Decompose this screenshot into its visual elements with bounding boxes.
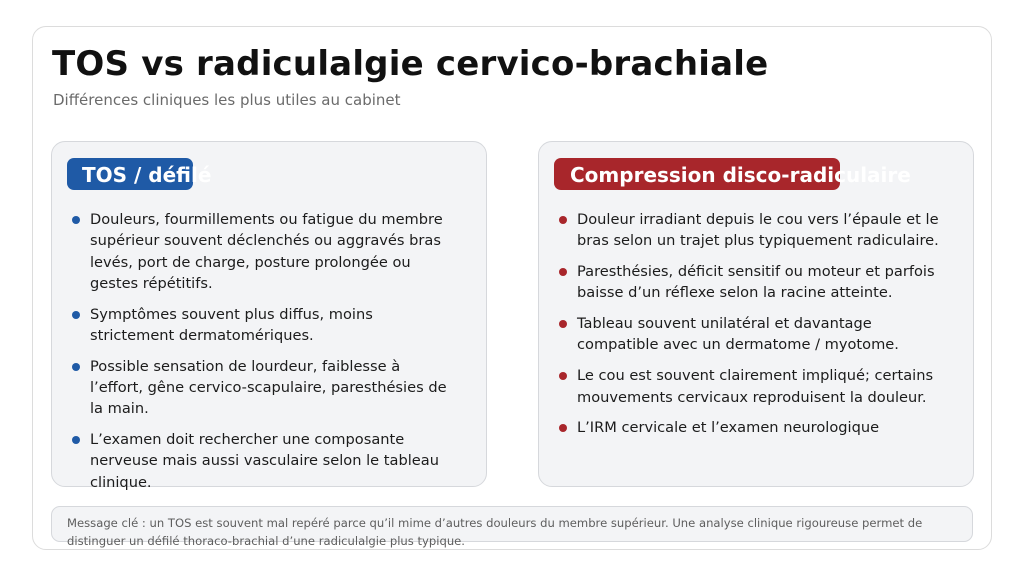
list-item — [72, 304, 452, 347]
page-title: TOS vs radiculalgie cervico-brachiale — [52, 44, 769, 84]
list-item — [72, 356, 452, 420]
bullet-text: Possible sensation de lourdeur, faiblesse à l’effort, gêne cervico-scapulaire, paresthésies de la main. — [90, 357, 447, 418]
list-item — [72, 429, 452, 493]
list-item — [559, 417, 939, 438]
bullet-icon — [559, 268, 567, 276]
bullet-icon — [72, 363, 80, 371]
bullet-text: Tableau souvent unilatéral et davantage compatible avec un dermatome / myotome. — [577, 315, 899, 354]
bullet-text: Le cou est souvent clairement impliqué; certains mouvements cervicaux reproduisent la douleur. — [577, 367, 934, 406]
list-item — [559, 209, 939, 252]
radiculalgie-heading: Compression disco-radiculaire — [570, 163, 911, 187]
radiculalgie-card — [538, 141, 974, 487]
tos-card — [51, 141, 487, 491]
bullet-text: Douleur irradiant depuis le cou vers l’épaule et le bras selon un trajet plus typiquement radiculaire. — [577, 211, 939, 250]
key-message: Message clé : un TOS est souvent mal repéré parce qu’il mime d’autres douleurs du membre supérieur. Une analyse clinique rigoureuse permet de distinguer un défilé thoraco-brachial d’une radiculalgie plus typique. — [67, 516, 923, 548]
radiculalgie-bullet-list — [559, 209, 939, 448]
bullet-icon — [72, 216, 80, 224]
list-item — [559, 365, 939, 408]
bullet-text: Paresthésies, déficit sensitif ou moteur et parfois baisse d’un réflexe selon la racine atteinte. — [577, 263, 935, 302]
bullet-icon — [72, 311, 80, 319]
bullet-text: Symptômes souvent plus diffus, moins strictement dermatomériques. — [90, 305, 373, 344]
bullet-icon — [559, 320, 567, 328]
bullet-icon — [72, 436, 80, 444]
page-subtitle: Différences cliniques les plus utiles au cabinet — [53, 91, 401, 109]
bullet-text: Douleurs, fourmillements ou fatigue du membre supérieur souvent déclenchés ou aggravés bras levés, port de charge, posture prolongée ou gestes répétitifs. — [90, 211, 443, 292]
bullet-text: L’IRM cervicale et l’examen neurologique — [577, 419, 880, 437]
tos-bullet-list — [72, 209, 452, 503]
tos-heading: TOS / défilé — [82, 163, 212, 187]
bullet-icon — [559, 424, 567, 432]
bullet-icon — [559, 372, 567, 380]
bullet-text: L’examen doit rechercher une composante nerveuse mais aussi vasculaire selon le tableau clinique. — [90, 431, 439, 491]
list-item — [559, 261, 939, 304]
list-item — [72, 209, 452, 294]
list-item — [559, 313, 939, 356]
bullet-icon — [559, 216, 567, 224]
